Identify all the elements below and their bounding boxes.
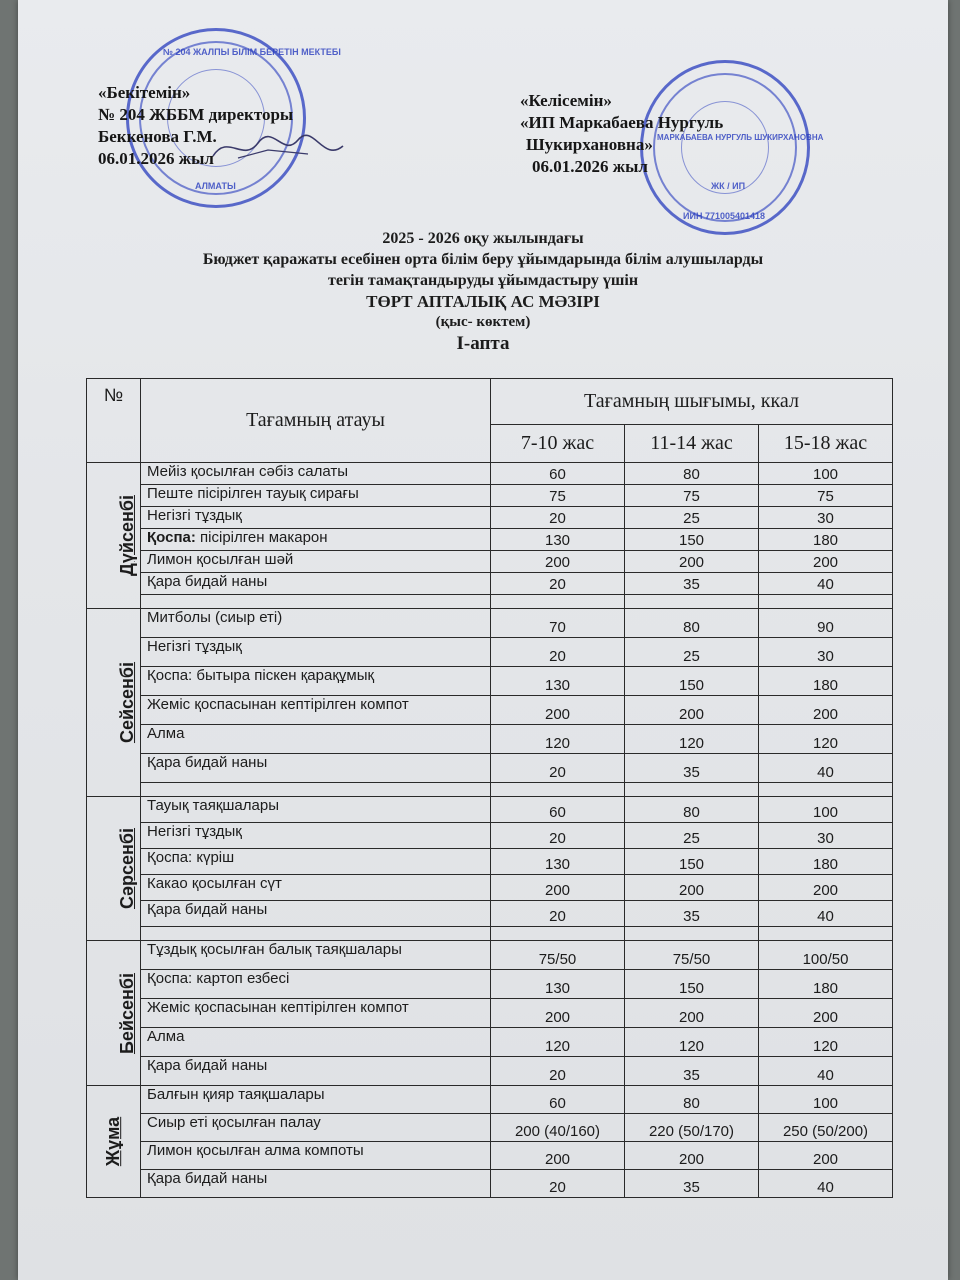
portion-value: 30 [759,507,893,529]
dish-name: пісірілген макарон [195,529,328,546]
empty-cell [491,783,625,797]
table-row [87,875,893,901]
empty-cell [625,783,759,797]
approval-position: № 204 ЖББМ директоры [98,105,294,124]
portion-value: 60 [491,1086,625,1114]
dish-name: Сиыр еті қосылған палау [147,1114,321,1131]
portion-value: 120 [759,1028,893,1057]
table-row [87,797,893,823]
portion-value: 20 [491,754,625,783]
table-row [87,638,893,667]
empty-cell [759,783,893,797]
spacer-row [87,595,893,609]
dish-name: Тауық таяқшалары [147,797,279,814]
empty-cell [141,595,491,609]
portion-value: 20 [491,638,625,667]
table-row [87,529,893,551]
portion-value: 200 [491,696,625,725]
portion-value: 80 [625,1086,759,1114]
dish-name: Лимон қосылған алма компоты [147,1142,364,1159]
day-label: Дүйсенбі [116,495,137,576]
approval-title: «Бекітемін» [98,83,191,102]
table-row [87,1028,893,1057]
portion-value: 35 [625,1057,759,1086]
dish-name-cell [141,970,491,999]
portion-value: 40 [759,573,893,595]
portion-value: 20 [491,901,625,927]
approval-name: Беккенова Г.М. [98,127,217,146]
portion-value: 100 [759,797,893,823]
portion-value: 200 [491,999,625,1028]
empty-cell [625,595,759,609]
stamp-text: АЛМАТЫ [195,181,236,191]
dish-name-cell [141,849,491,875]
portion-value: 120 [491,725,625,754]
portion-value: 200 [625,696,759,725]
portion-value: 200 [759,1142,893,1170]
dish-name-cell [141,573,491,595]
dish-name: Қара бидай наны [147,901,268,918]
dish-name-cell [141,754,491,783]
portion-value: 80 [625,797,759,823]
empty-cell [625,927,759,941]
day-cell [87,609,141,797]
dish-name: Жеміс қоспасынан кептірілген компот [147,696,409,713]
day-label: Сейсенбі [117,661,138,744]
dish-name: Қара бидай наны [147,573,268,590]
dish-name-cell [141,941,491,970]
portion-value: 25 [625,638,759,667]
dish-name: Лимон қосылған шәй [147,551,294,568]
portion-value: 120 [759,725,893,754]
portion-value: 25 [625,823,759,849]
dish-name: Қоспа: бытыра піскен қарақұмық [147,667,375,684]
dish-name: Жеміс қоспасынан кептірілген компот [147,999,409,1016]
dish-name: Мейіз қосылған сәбіз салаты [147,463,349,480]
portion-value: 200 (40/160) [491,1114,625,1142]
portion-value: 40 [759,754,893,783]
portion-value: 75/50 [625,941,759,970]
dish-name-cell [141,485,491,507]
table-row [87,1170,893,1198]
portion-value: 35 [625,754,759,783]
dish-name-cell [141,1086,491,1114]
portion-value: 200 [759,999,893,1028]
portion-value: 150 [625,529,759,551]
portion-value: 20 [491,507,625,529]
portion-value: 180 [759,970,893,999]
dish-name: Балғын қияр таяқшалары [147,1086,325,1103]
table-row [87,1114,893,1142]
empty-cell [141,783,491,797]
dish-name-cell [141,901,491,927]
table-row [87,999,893,1028]
portion-value: 220 (50/170) [625,1114,759,1142]
title-line: ТӨРТ АПТАЛЫҚ АС МӘЗІРІ [366,292,600,311]
dish-name-cell [141,609,491,638]
portion-value: 35 [625,573,759,595]
dish-name: Алма [147,1028,185,1045]
portion-value: 150 [625,849,759,875]
table-row [87,823,893,849]
portion-value: 200 [759,551,893,573]
column-header-age: 7-10 жас [491,425,625,463]
portion-value: 75 [491,485,625,507]
portion-value: 200 [625,875,759,901]
empty-cell [141,927,491,941]
day-cell [87,1086,141,1198]
table-row [87,507,893,529]
title-line: тегін тамақтандыруды ұйымдастыру үшін [327,272,639,289]
portion-value: 130 [491,529,625,551]
dish-name-cell [141,696,491,725]
table-row [87,609,893,638]
title-line: (қыс- көктем) [435,314,531,330]
portion-value: 180 [759,667,893,696]
portion-value: 75/50 [491,941,625,970]
day-label: Сәрсенбі [117,827,138,910]
portion-value: 75 [759,485,893,507]
agreement-date: 06.01.2026 жыл [532,157,648,176]
approval-block [98,82,293,170]
portion-value: 20 [491,573,625,595]
empty-cell [491,595,625,609]
table-row [87,754,893,783]
menu-table [86,378,893,1198]
portion-value: 90 [759,609,893,638]
dish-name-cell [141,1114,491,1142]
dish-name: Қоспа: картоп езбесі [147,970,290,987]
portion-value: 200 [625,551,759,573]
dish-name: Қара бидай наны [147,754,268,771]
day-cell [87,463,141,609]
portion-value: 130 [491,970,625,999]
table-row [87,463,893,485]
dish-prefix: Қоспа: [147,529,196,546]
portion-value: 100 [759,463,893,485]
stamp-text: ИИН 771005401418 [683,211,766,221]
dish-name-cell [141,823,491,849]
portion-value: 75 [625,485,759,507]
week-label: I-апта [456,333,510,354]
dish-name: Қара бидай наны [147,1170,268,1187]
dish-name-cell [141,529,491,551]
title-line: Бюджет қаражаты есебінен орта білім беру ұйымдарында білім алушыларды [202,251,764,268]
menu-title [18,228,948,354]
dish-name: Қара бидай наны [147,1057,268,1074]
portion-value: 80 [625,463,759,485]
dish-name: Митболы (сиыр еті) [147,609,283,626]
day-cell [87,941,141,1086]
dish-name-cell [141,507,491,529]
column-header-name: Тағамның атауы [141,379,491,463]
portion-value: 250 (50/200) [759,1114,893,1142]
dish-name-cell [141,999,491,1028]
stamp-text: № 204 ЖАЛПЫ БІЛІМ БЕРЕТІН МЕКТЕБІ [163,47,341,57]
spacer-row [87,927,893,941]
portion-value: 180 [759,529,893,551]
table-row [87,1057,893,1086]
portion-value: 200 [759,696,893,725]
portion-value: 150 [625,970,759,999]
portion-value: 130 [491,667,625,696]
portion-value: 40 [759,901,893,927]
agreement-company: «ИП Маркабаева Нургуль [520,113,724,132]
portion-value: 200 [625,1142,759,1170]
table-row [87,941,893,970]
day-cell [87,797,141,941]
dish-name-cell [141,797,491,823]
dish-name: Алма [147,725,185,742]
column-header-number: № [87,379,141,463]
table-row [87,696,893,725]
portion-value: 100 [759,1086,893,1114]
table-row [87,849,893,875]
dish-name: Негізгі тұздық [147,638,242,655]
portion-value: 40 [759,1170,893,1198]
approval-date: 06.01.2026 жыл [98,149,214,168]
dish-name-cell [141,667,491,696]
portion-value: 200 [491,875,625,901]
portion-value: 200 [625,999,759,1028]
dish-name-cell [141,1170,491,1198]
portion-value: 25 [625,507,759,529]
portion-value: 35 [625,1170,759,1198]
table-row [87,485,893,507]
empty-cell [759,927,893,941]
portion-value: 20 [491,1170,625,1198]
portion-value: 40 [759,1057,893,1086]
portion-value: 120 [625,725,759,754]
portion-value: 20 [491,1057,625,1086]
stamp-text: МАРКАБАЕВА НУРГУЛЬ ШУКИРХАНОВНА [657,133,824,142]
column-header-output: Тағамның шығымы, ккал [491,379,893,425]
table-row [87,1142,893,1170]
dish-name-cell [141,463,491,485]
portion-value: 120 [625,1028,759,1057]
day-label: Бейсенбі [117,972,138,1054]
table-row [87,1086,893,1114]
table-row [87,667,893,696]
table-row [87,725,893,754]
portion-value: 130 [491,849,625,875]
portion-value: 60 [491,463,625,485]
portion-value: 35 [625,901,759,927]
portion-value: 30 [759,823,893,849]
portion-value: 70 [491,609,625,638]
dish-name: Негізгі тұздық [147,823,242,840]
portion-value: 60 [491,797,625,823]
dish-name: Тұздық қосылған балық таяқшалары [147,941,402,958]
portion-value: 120 [491,1028,625,1057]
portion-value: 80 [625,609,759,638]
dish-name-cell [141,1028,491,1057]
dish-name-cell [141,551,491,573]
spacer-row [87,783,893,797]
dish-name-cell [141,725,491,754]
table-row [87,573,893,595]
dish-name: Негізгі тұздық [147,507,242,524]
dish-name-cell [141,1142,491,1170]
table-row [87,551,893,573]
portion-value: 150 [625,667,759,696]
agreement-block [520,90,723,178]
empty-cell [759,595,893,609]
portion-value: 100/50 [759,941,893,970]
document-page [18,0,948,1280]
portion-value: 200 [491,1142,625,1170]
empty-cell [491,927,625,941]
column-header-age: 15-18 жас [759,425,893,463]
portion-value: 20 [491,823,625,849]
stamp-text: ЖК / ИП [711,181,746,191]
portion-value: 200 [759,875,893,901]
dish-name: Пеште пісірілген тауық сирағы [147,485,359,502]
title-line: 2025 - 2026 оқу жылындағы [382,230,584,247]
portion-value: 30 [759,638,893,667]
portion-value: 200 [491,551,625,573]
dish-name: Қоспа: күріш [147,849,235,866]
dish-name-cell [141,875,491,901]
agreement-name: Шукирхановна» [526,135,653,154]
portion-value: 180 [759,849,893,875]
dish-name-cell [141,638,491,667]
dish-name: Какао қосылған сүт [147,875,282,892]
day-label: Жұма [103,1116,123,1167]
column-header-age: 11-14 жас [625,425,759,463]
table-row [87,970,893,999]
agreement-title: «Келісемін» [520,91,612,110]
dish-name-cell [141,1057,491,1086]
table-row [87,901,893,927]
